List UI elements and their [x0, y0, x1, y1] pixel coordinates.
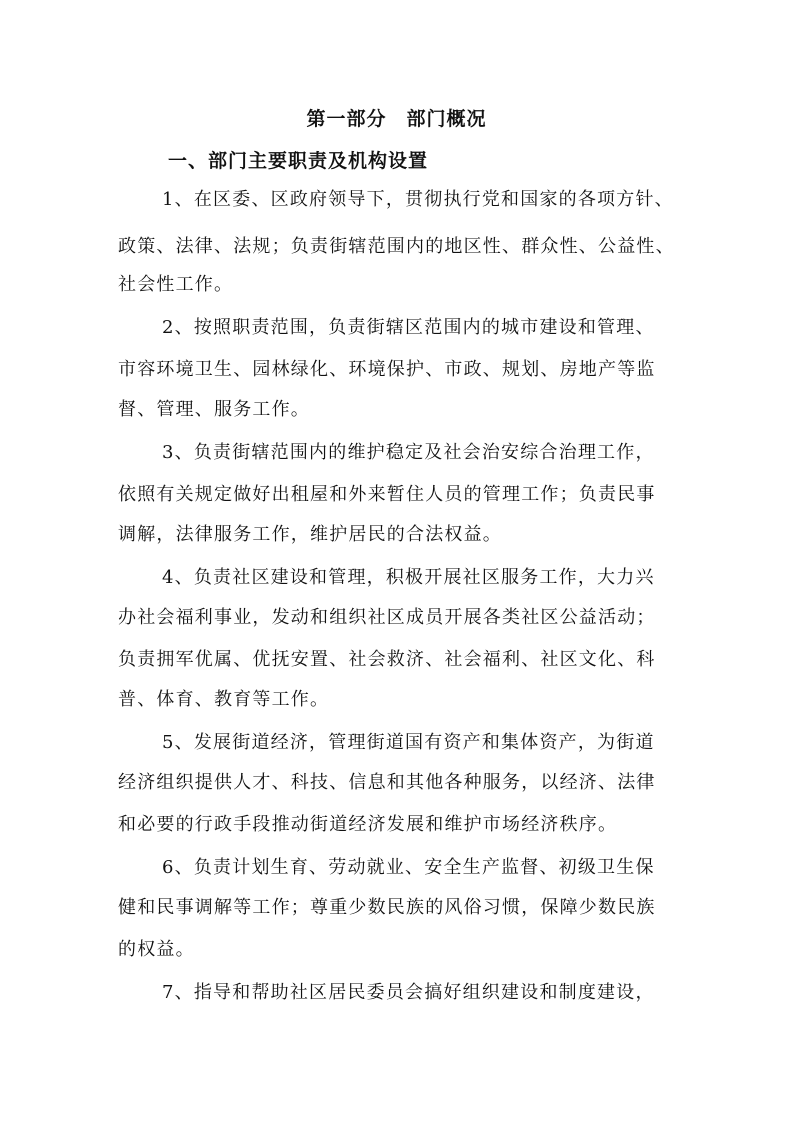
paragraph-line: 依照有关规定做好出租屋和外来暂住人员的管理工作；负责民事	[118, 484, 656, 505]
paragraph-line: 市容环境卫生、园林绿化、环境保护、市政、规划、房地产等监	[118, 359, 656, 380]
paragraph-line: 社会性工作。	[118, 274, 234, 295]
paragraph-line: 健和民事调解等工作；尊重少数民族的风俗习惯，保障少数民族	[118, 897, 656, 918]
paragraph-line: 4、负责社区建设和管理，积极开展社区服务工作，大力兴	[162, 567, 655, 588]
paragraph-line: 负责拥军优属、优抚安置、社会救济、社会福利、社区文化、科	[118, 649, 656, 670]
paragraph-line: 政策、法律、法规；负责街辖范围内的地区性、群众性、公益性、	[118, 236, 675, 257]
paragraph-line: 和必要的行政手段推动街道经济发展和维护市场经济秩序。	[118, 814, 618, 835]
paragraph-line: 督、管理、服务工作。	[118, 399, 310, 420]
paragraph-line: 1、在区委、区政府领导下，贯彻执行党和国家的各项方针、	[162, 189, 674, 210]
paragraph-line: 3、负责街辖范围内的维护稳定及社会治安综合治理工作，	[162, 442, 655, 463]
paragraph-line: 经济组织提供人才、科技、信息和其他各种服务，以经济、法律	[118, 772, 656, 793]
paragraph-line: 普、体育、教育等工作。	[118, 689, 330, 710]
paragraph-line: 6、负责计划生育、劳动就业、安全生产监督、初级卫生保	[162, 857, 655, 878]
paragraph-line: 办社会福利事业，发动和组织社区成员开展各类社区公益活动；	[118, 607, 656, 628]
paragraph-line: 7、指导和帮助社区居民委员会搞好组织建设和制度建设，	[162, 982, 655, 1003]
paragraph-line: 2、按照职责范围，负责街辖区范围内的城市建设和管理、	[162, 317, 655, 338]
paragraph-line: 的权益。	[118, 939, 195, 960]
paragraph-line: 调解，法律服务工作，维护居民的合法权益。	[118, 524, 502, 545]
paragraph-line: 5、发展街道经济，管理街道国有资产和集体资产，为街道	[162, 732, 655, 753]
section-heading: 一、部门主要职责及机构设置	[168, 150, 429, 172]
part-title: 第一部分 部门概况	[306, 108, 487, 130]
